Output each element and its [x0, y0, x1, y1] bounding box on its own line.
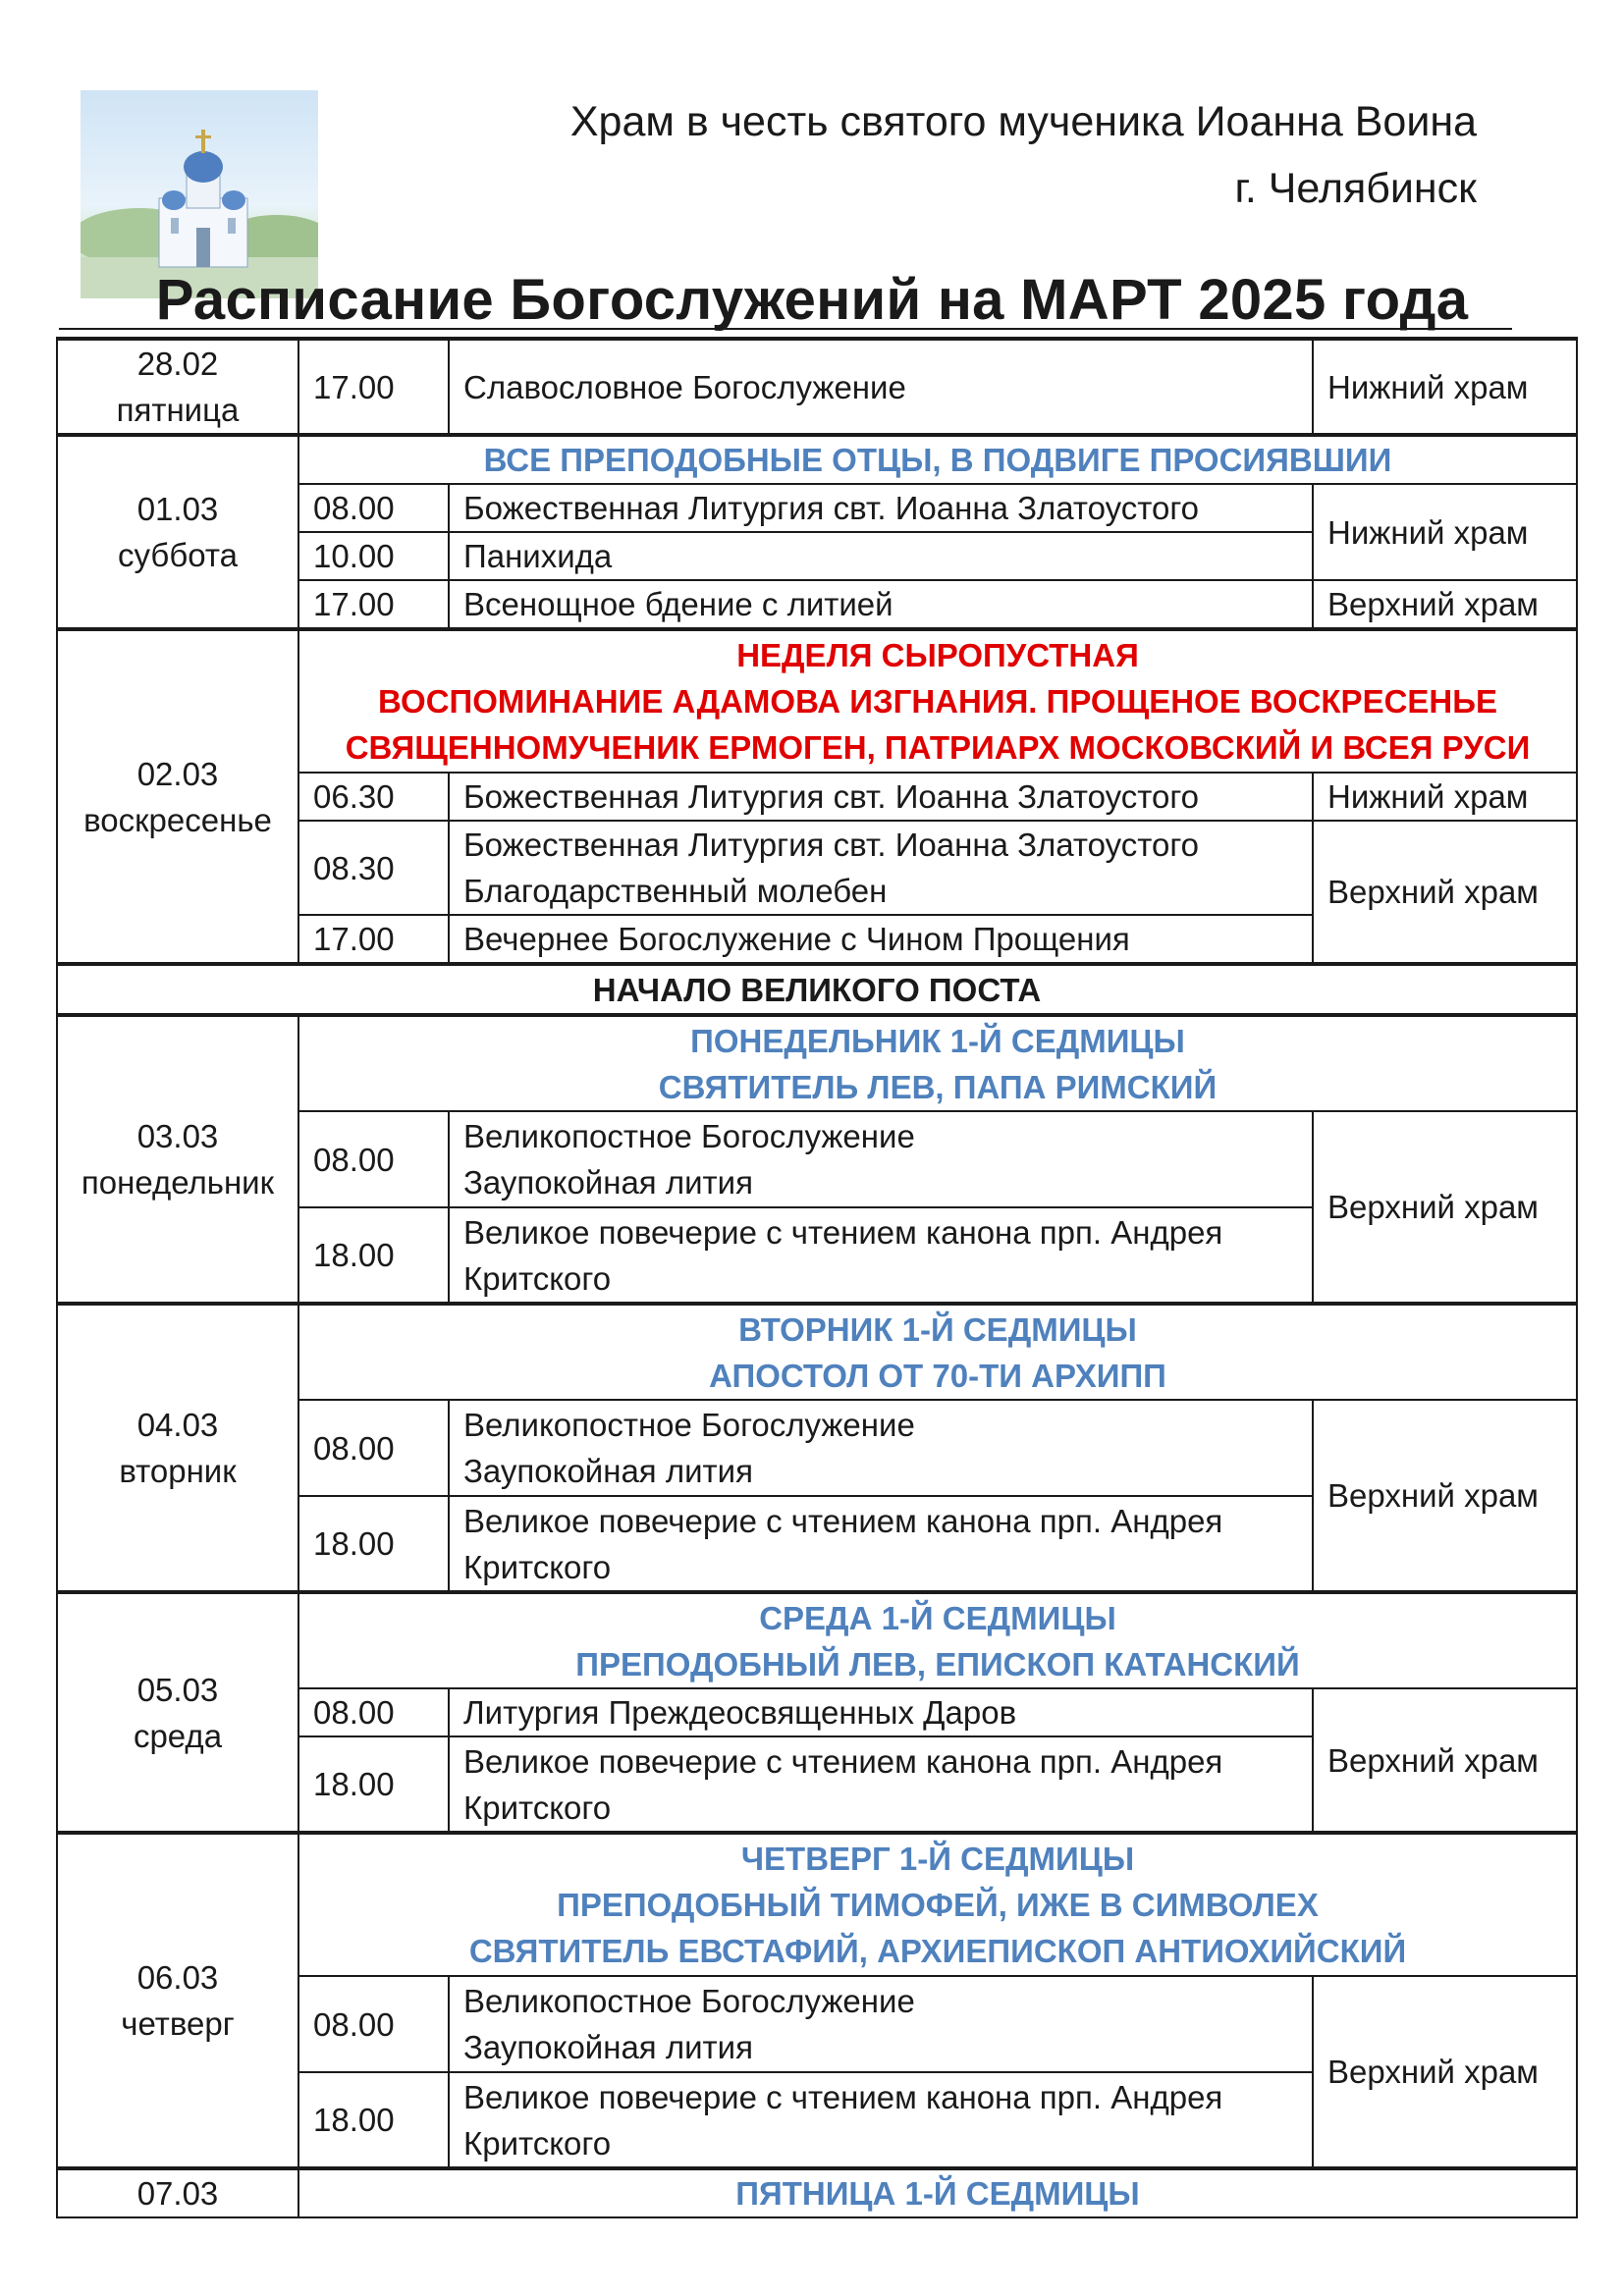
- time: 18.00: [298, 1496, 449, 1592]
- time: 18.00: [298, 1207, 449, 1304]
- date-cell: [57, 1015, 298, 1304]
- date: 01.03: [136, 491, 219, 527]
- schedule-row: [57, 1015, 1577, 1111]
- service: Панихида: [449, 532, 1313, 580]
- service-line: Благодарственный молебен: [463, 873, 888, 909]
- weekday: понедельник: [81, 1164, 275, 1201]
- place: Верхний храм: [1313, 1400, 1577, 1592]
- schedule-row: [57, 2168, 1577, 2217]
- service-line: Критского: [463, 1548, 612, 1585]
- time: 17.00: [298, 915, 449, 964]
- schedule-row: [57, 1833, 1577, 1976]
- time: 17.00: [298, 339, 449, 435]
- weekday: пятница: [116, 392, 240, 428]
- place: Верхний храм: [1313, 580, 1577, 629]
- service-line: Критского: [463, 2124, 612, 2162]
- date-cell: [57, 2168, 298, 2217]
- time: 08.00: [298, 1688, 449, 1736]
- service: [449, 2072, 1313, 2168]
- service: Литургия Преждеосвященных Даров: [449, 1688, 1313, 1736]
- time: 08.00: [298, 1400, 449, 1496]
- feast-title: [298, 629, 1577, 773]
- place: Верхний храм: [1313, 1688, 1577, 1833]
- feast-line: СРЕДА 1-Й СЕДМИЦЫ: [759, 1599, 1116, 1636]
- weekday: воскресенье: [83, 801, 272, 838]
- weekday: суббота: [118, 537, 238, 573]
- service: [449, 1111, 1313, 1207]
- weekday: среда: [133, 1717, 223, 1754]
- feast-title: [298, 1304, 1577, 1400]
- weekday: вторник: [119, 1453, 237, 1489]
- schedule-row: [57, 1304, 1577, 1400]
- service: Вечернее Богослужение с Чином Прощения: [449, 915, 1313, 964]
- feast-line: ВОСПОМИНАНИЕ АДАМОВА ИЗГНАНИЯ. ПРОЩЕНОЕ ВОСКРЕСЕНЬЕ: [378, 683, 1497, 720]
- feast-line: ПРЕПОДОБНЫЙ ТИМОФЕЙ, ИЖЕ В СИМВОЛЕХ: [557, 1887, 1319, 1923]
- feast-line: НЕДЕЛЯ СЫРОПУСТНАЯ: [736, 637, 1139, 673]
- date: 02.03: [136, 755, 219, 792]
- service: Божественная Литургия свт. Иоанна Златоустого: [449, 484, 1313, 532]
- service-line: Великопостное Богослужение: [463, 1407, 915, 1443]
- place: Нижний храм: [1313, 773, 1577, 821]
- service-line: Божественная Литургия свт. Иоанна Златоустого: [463, 827, 1200, 863]
- service: [449, 821, 1313, 915]
- schedule-row: [57, 435, 1577, 484]
- date: 04.03: [136, 1407, 219, 1443]
- place: Нижний храм: [1313, 339, 1577, 435]
- date-cell: [57, 1833, 298, 2168]
- feast-title: ВСЕ ПРЕПОДОБНЫЕ ОТЦЫ, В ПОДВИГЕ ПРОСИЯВШИИ: [298, 435, 1577, 484]
- date: 06.03: [136, 1959, 219, 1996]
- date: 03.03: [136, 1118, 219, 1154]
- church-name: Храм в честь святого мученика Иоанна Воина: [569, 98, 1477, 145]
- date-cell: [57, 1592, 298, 1833]
- time: 06.30: [298, 773, 449, 821]
- service-line: Заупокойная лития: [463, 1453, 753, 1489]
- feast-line: ВТОРНИК 1-Й СЕДМИЦЫ: [738, 1310, 1137, 1348]
- time: 08.30: [298, 821, 449, 915]
- feast-title: [298, 1833, 1577, 1976]
- service-line: Заупокойная лития: [463, 1164, 753, 1201]
- schedule-row: [57, 1592, 1577, 1688]
- time: 08.00: [298, 1976, 449, 2072]
- date-cell: [57, 629, 298, 964]
- feast-title: [298, 1015, 1577, 1111]
- service-line: Великопостное Богослужение: [463, 1983, 915, 2019]
- schedule-row: [57, 629, 1577, 773]
- feast-line: ПРЕПОДОБНЫЙ ЛЕВ, ЕПИСКОП КАТАНСКИЙ: [575, 1645, 1300, 1682]
- date-cell: [57, 339, 298, 435]
- feast-line: ЧЕТВЕРГ 1-Й СЕДМИЦЫ: [740, 1841, 1135, 1877]
- service: [449, 1207, 1313, 1304]
- feast-title: [298, 1592, 1577, 1688]
- schedule-row: [57, 339, 1577, 435]
- weekday: четверг: [121, 2005, 235, 2042]
- service: [449, 1496, 1313, 1592]
- feast-line: СВЯТИТЕЛЬ ЕВСТАФИЙ, АРХИЕПИСКОП АНТИОХИЙСКИЙ: [468, 1933, 1407, 1969]
- service-line: Заупокойная лития: [463, 2029, 753, 2065]
- service-line: Критского: [463, 1259, 612, 1297]
- date: 28.02: [136, 346, 219, 382]
- time: 17.00: [298, 580, 449, 629]
- feast-title: ПЯТНИЦА 1-Й СЕДМИЦЫ: [298, 2168, 1577, 2217]
- lent-banner: НАЧАЛО ВЕЛИКОГО ПОСТА: [57, 964, 1577, 1015]
- date-cell: [57, 1304, 298, 1592]
- service-line: Великое повечерие с чтением канона прп. Андрея: [463, 1742, 1223, 1780]
- feast-line: СВЯЩЕННОМУЧЕНИК ЕРМОГЕН, ПАТРИАРХ МОСКОВСКИЙ И ВСЕЯ РУСИ: [345, 729, 1531, 766]
- date-cell: [57, 435, 298, 629]
- date: 05.03: [136, 1671, 219, 1708]
- schedule-row: [57, 964, 1577, 1015]
- service: [449, 1400, 1313, 1496]
- service-line: Великое повечерие с чтением канона прп. Андрея: [463, 2078, 1223, 2115]
- service-line: Великопостное Богослужение: [463, 1118, 915, 1154]
- place: Верхний храм: [1313, 1976, 1577, 2168]
- place: Нижний храм: [1313, 484, 1577, 580]
- time: 08.00: [298, 1111, 449, 1207]
- service: [449, 1976, 1313, 2072]
- place: Верхний храм: [1313, 821, 1577, 964]
- service: [449, 1736, 1313, 1833]
- page-title: Расписание Богослужений на МАРТ 2025 года: [155, 268, 1469, 332]
- time: 18.00: [298, 1736, 449, 1833]
- service: Всенощное бдение с литией: [449, 580, 1313, 629]
- feast-line: ПОНЕДЕЛЬНИК 1-Й СЕДМИЦЫ: [690, 1022, 1185, 1059]
- feast-line: АПОСТОЛ ОТ 70-ТИ АРХИПП: [709, 1357, 1166, 1394]
- service-line: Критского: [463, 1789, 612, 1826]
- time: 10.00: [298, 532, 449, 580]
- service-line: Великое повечерие с чтением канона прп. Андрея: [463, 1213, 1223, 1251]
- date: 07.03: [136, 2175, 219, 2212]
- service: Божественная Литургия свт. Иоанна Златоустого: [449, 773, 1313, 821]
- time: 08.00: [298, 484, 449, 532]
- service: Славословное Богослужение: [449, 339, 1313, 435]
- city-name: г. Челябинск: [1234, 165, 1477, 212]
- service-line: Великое повечерие с чтением канона прп. Андрея: [463, 1502, 1223, 1539]
- schedule-table: [56, 337, 1578, 2218]
- place: Верхний храм: [1313, 1111, 1577, 1304]
- feast-line: СВЯТИТЕЛЬ ЛЕВ, ПАПА РИМСКИЙ: [658, 1068, 1218, 1105]
- time: 18.00: [298, 2072, 449, 2168]
